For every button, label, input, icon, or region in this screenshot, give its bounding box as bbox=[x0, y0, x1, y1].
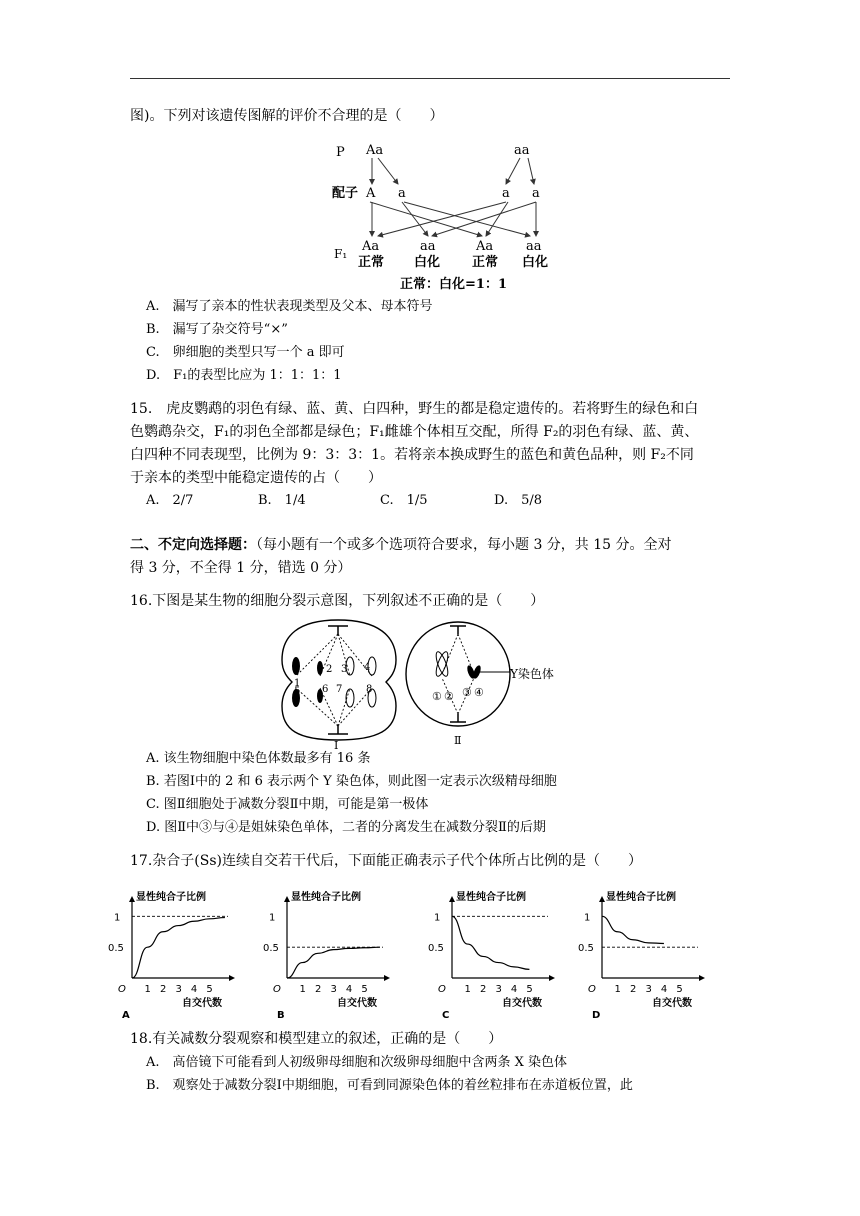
chart-a-xtick-3: 3 bbox=[175, 984, 182, 995]
chart-d-title: 显性纯合子比例 bbox=[606, 892, 676, 903]
q17-stem: 17.杂合子(Ss)连续自交若干代后，下面能正确表示子代个体所占比例的是（ ） bbox=[130, 853, 642, 869]
q16-option-d[interactable]: D. 图Ⅱ中③与④是姐妹染色单体，二者的分离发生在减数分裂Ⅱ的后期 bbox=[146, 820, 546, 835]
chart-a-ytick-0: 0.5 bbox=[108, 943, 124, 955]
chart-b-xlabel: 自交代数 bbox=[337, 998, 377, 1009]
chart-a-xlabel: 自交代数 bbox=[182, 998, 222, 1009]
chart-c-xtick-1: 1 bbox=[464, 984, 471, 995]
chart-b-xtick-4: 4 bbox=[345, 984, 353, 995]
chart-c-title: 显性纯合子比例 bbox=[456, 892, 526, 903]
chart-d-ytick-0: 0.5 bbox=[578, 943, 594, 955]
q15-option-a[interactable]: A. 2/7 bbox=[146, 493, 194, 508]
chart-d-xtick-3: 3 bbox=[645, 984, 652, 995]
chart-a-xtick-1: 1 bbox=[144, 984, 151, 995]
chart-b-title: 显性纯合子比例 bbox=[291, 892, 361, 903]
cell1-num-5: 5 bbox=[294, 686, 301, 697]
cell2-num-1: ① bbox=[432, 690, 442, 703]
p-label: P bbox=[336, 145, 345, 160]
chart-d-origin: O bbox=[588, 984, 596, 995]
y-chromosome-label: Y染色体 bbox=[510, 667, 554, 681]
chart-b-origin: O bbox=[273, 984, 281, 995]
cell2-num-3: ③ bbox=[462, 686, 472, 699]
offspring-2: aa bbox=[420, 239, 436, 254]
chart-b-ytick-0: 0.5 bbox=[263, 943, 279, 955]
chart-c-xtick-2: 2 bbox=[479, 984, 487, 995]
phenotype-2: 白化 bbox=[414, 255, 441, 270]
chart-b-xtick-1: 1 bbox=[299, 984, 306, 995]
parent-left: Aa bbox=[366, 143, 384, 158]
gamete-4: a bbox=[532, 186, 540, 201]
chart-a-series-line bbox=[132, 918, 225, 978]
chart-d-x-arrow bbox=[699, 975, 705, 981]
chart-b-x-arrow bbox=[384, 975, 390, 981]
cell2-num-2: ② bbox=[444, 690, 454, 703]
chart-a-title: 显性纯合子比例 bbox=[136, 892, 206, 903]
q18-stem: 18.有关减数分裂观察和模型建立的叙述，正确的是（ ） bbox=[130, 1031, 503, 1047]
chart-c-xtick-3: 3 bbox=[495, 984, 502, 995]
chart-a-x-arrow bbox=[229, 975, 235, 981]
chart-c-series-line bbox=[452, 916, 529, 969]
cell1-label: Ⅰ bbox=[334, 739, 339, 752]
offspring-4: aa bbox=[526, 239, 542, 254]
phenotype-3: 正常 bbox=[472, 255, 499, 270]
cell1-num-8: 8 bbox=[366, 684, 373, 695]
section2-note-2: 得 3 分，不全得 1 分，错选 0 分） bbox=[130, 560, 352, 576]
q16-option-b[interactable]: B. 若图Ⅰ中的 2 和 6 表示两个 Y 染色体，则此图一定表示次级精母细胞 bbox=[146, 774, 557, 789]
chart-a-ytick-1: 1 bbox=[114, 912, 121, 924]
chart-b-series-line bbox=[287, 947, 380, 978]
cell1-num-4: 4 bbox=[364, 662, 371, 673]
chart-d-xlabel: 自交代数 bbox=[652, 998, 692, 1009]
section2-title: 二、不定向选择题： bbox=[130, 537, 256, 553]
offspring-1: Aa bbox=[362, 239, 380, 254]
parent-right: aa bbox=[514, 143, 530, 158]
phenotype-1: 正常 bbox=[358, 255, 385, 270]
q14-stem: 图)。下列对该遗传图解的评价不合理的是（ ） bbox=[130, 108, 444, 124]
cell1-num-6: 6 bbox=[322, 684, 329, 695]
q15-stem-line-3: 白四种不同表现型，比例为 9：3：3：1。若将亲本换成野生的蓝色和黄色品种，则 F₂不同 bbox=[130, 447, 694, 463]
q15-option-d[interactable]: D. 5/8 bbox=[494, 493, 543, 508]
cell1-num-1: 1 bbox=[294, 678, 301, 689]
cell1-num-2: 2 bbox=[326, 664, 333, 675]
chart-c-origin: O bbox=[438, 984, 446, 995]
chart-a-origin: O bbox=[118, 984, 126, 995]
q14-pedigree-diagram bbox=[330, 140, 560, 295]
f1-label: F₁ bbox=[334, 247, 348, 261]
chart-d-ytick-1: 1 bbox=[584, 912, 591, 924]
chart-a-xtick-5: 5 bbox=[206, 984, 213, 995]
gamete-1: A bbox=[366, 186, 376, 201]
chart-d-xtick-4: 4 bbox=[660, 984, 668, 995]
chart-d-xtick-2: 2 bbox=[629, 984, 637, 995]
chart-c-y-arrow bbox=[449, 896, 455, 902]
gamete-3: a bbox=[502, 186, 510, 201]
chart-c-xtick-5: 5 bbox=[526, 984, 533, 995]
chart-d-y-arrow bbox=[599, 896, 605, 902]
q15-option-c[interactable]: C. 1/5 bbox=[380, 493, 428, 508]
chart-c-xtick-4: 4 bbox=[510, 984, 518, 995]
q14-option-d[interactable]: D. F₁的表型比应为 1：1：1：1 bbox=[146, 368, 342, 383]
cell1-num-7: 7 bbox=[336, 684, 343, 695]
phenotype-4: 白化 bbox=[522, 255, 549, 270]
ratio-text: 正常：白化=1：1 bbox=[400, 277, 507, 292]
chart-b-xtick-5: 5 bbox=[361, 984, 368, 995]
cell-2 bbox=[406, 622, 510, 726]
offspring-3: Aa bbox=[476, 239, 494, 254]
q15-stem-line-1: 15. 虎皮鹦鹉的羽色有绿、蓝、黄、白四种，野生的都是稳定遗传的。若将野生的绿色和白 bbox=[130, 401, 699, 417]
cell2-label: Ⅱ bbox=[454, 734, 462, 747]
q14-option-b[interactable]: B. 漏写了杂交符号“×” bbox=[146, 322, 288, 337]
q16-option-c[interactable]: C. 图Ⅱ细胞处于减数分裂Ⅱ中期，可能是第一极体 bbox=[146, 797, 429, 812]
q15-option-b[interactable]: B. 1/4 bbox=[258, 493, 306, 508]
chart-b-y-arrow bbox=[284, 896, 290, 902]
chart-d-series-line bbox=[602, 916, 664, 943]
cell1-num-3: 3 bbox=[341, 664, 348, 675]
section2-header bbox=[130, 536, 672, 554]
chart-a-y-arrow bbox=[129, 896, 135, 902]
q18-option-a[interactable]: A. 高倍镜下可能看到人初级卵母细胞和次级卵母细胞中含两条 X 染色体 bbox=[146, 1055, 568, 1070]
section2-note-1: （每小题有一个或多个选项符合要求，每小题 3 分，共 15 分。全对 bbox=[256, 537, 672, 553]
q16-stem: 16.下图是某生物的细胞分裂示意图，下列叙述不正确的是（ ） bbox=[130, 593, 545, 609]
chart-a-xtick-4: 4 bbox=[190, 984, 198, 995]
header-rule bbox=[130, 78, 730, 79]
chart-d-xtick-5: 5 bbox=[676, 984, 683, 995]
chart-c-x-arrow bbox=[549, 975, 555, 981]
chart-a-letter: A bbox=[122, 1010, 130, 1021]
chart-c-xlabel: 自交代数 bbox=[502, 998, 542, 1009]
q15-stem-line-4: 于亲本的类型中能稳定遗传的占（ ） bbox=[130, 470, 382, 486]
q16-cell-division-figure bbox=[278, 616, 578, 750]
chart-d-xtick-1: 1 bbox=[614, 984, 621, 995]
q18-option-b[interactable]: B. 观察处于减数分裂Ⅰ中期细胞，可看到同源染色体的着丝粒排布在赤道板位置，此 bbox=[146, 1078, 633, 1093]
q15-stem-line-2: 色鹦鹉杂交，F₁的羽色全部都是绿色；F₁雌雄个体相互交配，所得 F₂的羽色有绿、蓝、黄、 bbox=[130, 424, 699, 440]
chart-a-xtick-2: 2 bbox=[159, 984, 167, 995]
q17-charts bbox=[108, 878, 710, 1021]
cell2-num-4: ④ bbox=[474, 686, 484, 699]
chart-c-letter: C bbox=[442, 1010, 450, 1021]
chart-b-xtick-2: 2 bbox=[314, 984, 322, 995]
chart-d-letter: D bbox=[592, 1010, 601, 1021]
chart-c-ytick-1: 1 bbox=[434, 912, 441, 924]
q14-option-a[interactable]: A. 漏写了亲本的性状表现类型及父本、母本符号 bbox=[146, 299, 433, 314]
gamete-label: 配子 bbox=[332, 186, 359, 201]
gamete-2: a bbox=[398, 186, 406, 201]
q16-option-a[interactable]: A. 该生物细胞中染色体数最多有 16 条 bbox=[146, 751, 371, 766]
chart-b-ytick-1: 1 bbox=[269, 912, 276, 924]
q14-option-c[interactable]: C. 卵细胞的类型只写一个 a 即可 bbox=[146, 345, 345, 360]
chart-b-letter: B bbox=[277, 1010, 285, 1021]
chart-b-xtick-3: 3 bbox=[330, 984, 337, 995]
chart-c-ytick-0: 0.5 bbox=[428, 943, 444, 955]
